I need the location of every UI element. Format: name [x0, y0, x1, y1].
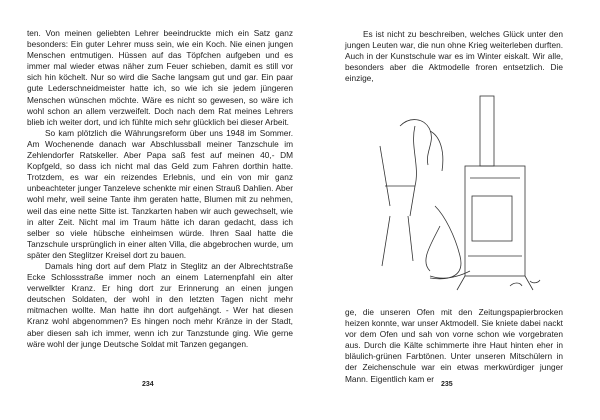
paragraph: ge, die unseren Ofen mit den Zeitungspapierbrocken heizen konnte, war unser Aktmodell. Sie kniete dabei nackt vor dem Ofen und sah von vorne schon wie vorgebraten aus. Durch die Kälte schimmerte ihre Haut hinten eher in bläulich-grünen Farbtönen. Unter unseren Mitschülern in der Zeichenschule war ein etwas merkwürdiger junger Mann. Eigentlich kam er: [345, 307, 563, 384]
right-page-bottom-text: [345, 307, 563, 385]
left-page-text: [27, 28, 293, 350]
page-number: 235: [441, 381, 453, 388]
right-page: [300, 0, 600, 420]
right-page-top-text: [345, 29, 563, 84]
paragraph: Damals hing dort auf dem Platz in Steglitz an der Albrechtstraße Ecke Schlossstraße immer noch an einem Laternenpfahl ein alter verwelkter Kranz. Er hing dort zur Erinnerung an einen jungen deutschen Soldaten, der wohl in den letzten Tagen nicht mehr mitmachen wollte. Man hatte ihn dort aufgehängt. - Wer hat diesen Kranz wohl abgenommen? Es hingen noch mehr Kränze in der Stadt, aber diesen sah ich immer, wenn ich zur Tanzstunde ging. Wie gerne wäre wohl der junge Deutsche Soldat mit Tanzen gegangen.: [27, 260, 293, 349]
paragraph: ten. Von meinen geliebten Lehrer beeindruckte mich ein Satz ganz besonders: Ein guter Lehrer muss sein, wie ein Koch. Nie einen jungen Menschen entmutigen. Hüssen auf das Töpfchen aufgeben und es immer mal wieder etwas näher zum Feuer schieben, damit es still vor sich hin köchelt. Nur so wird die Sache langsam gut und gar. Ein paar gute Lederschneidmeister hatte ich, so wie ich sie jedem jüngeren Menschen wünschen möchte. Wäre es nicht so gewesen, so wäre ich wohl schon an allem verzweifelt. Doch nach dem Rat meines Lehrers blieb ich weiter dort, und ich fühlte mich sehr glücklich bei dieser Arbeit.: [27, 28, 293, 127]
paragraph: So kam plötzlich die Währungsreform über uns 1948 im Sommer. Am Wochenende danach war Abschlussball meiner Tanzschule im Zehlendorfer Ratskeller. Aber Papa saß fest auf meinen 40,- DM Kopfgeld, so dass ich nicht mal das Geld zum Fahren dorthin hatte. Trotzdem, es war ein reizendes Erlebnis, und ein von mir ganz unbeachteter junger Tanzeleve schenkte mir einen Strauß Dahlien. Aber wohl mehr, weil seine Tante ihm geraten hatte, Blumen mit zu nehmen, weil das eine nette Sitte ist. Tanzkarten haben wir auch gewechselt, wie in alter Zeit. Nicht mal im Traum hätte ich daran gedacht, dass ich selber so viele hübsche einheimsen würde. Ihren Saal hatte die Tanzschule ursprünglich in einer alten Villa, die abgebrochen wurde, um später den Steglitzer Kreisel dort zu bauen.: [27, 127, 293, 260]
sketch-illustration: [360, 86, 560, 298]
page-number: 234: [142, 381, 154, 388]
paragraph: Es ist nicht zu beschreiben, welches Glück unter den jungen Leuten war, die nun ohne Krieg weiterleben durften. Auch in der Kunstschule war es im Winter eiskalt. Wir alle, besonders aber die Aktmodelle froren entsetzlich. Die einzige,: [345, 29, 563, 84]
